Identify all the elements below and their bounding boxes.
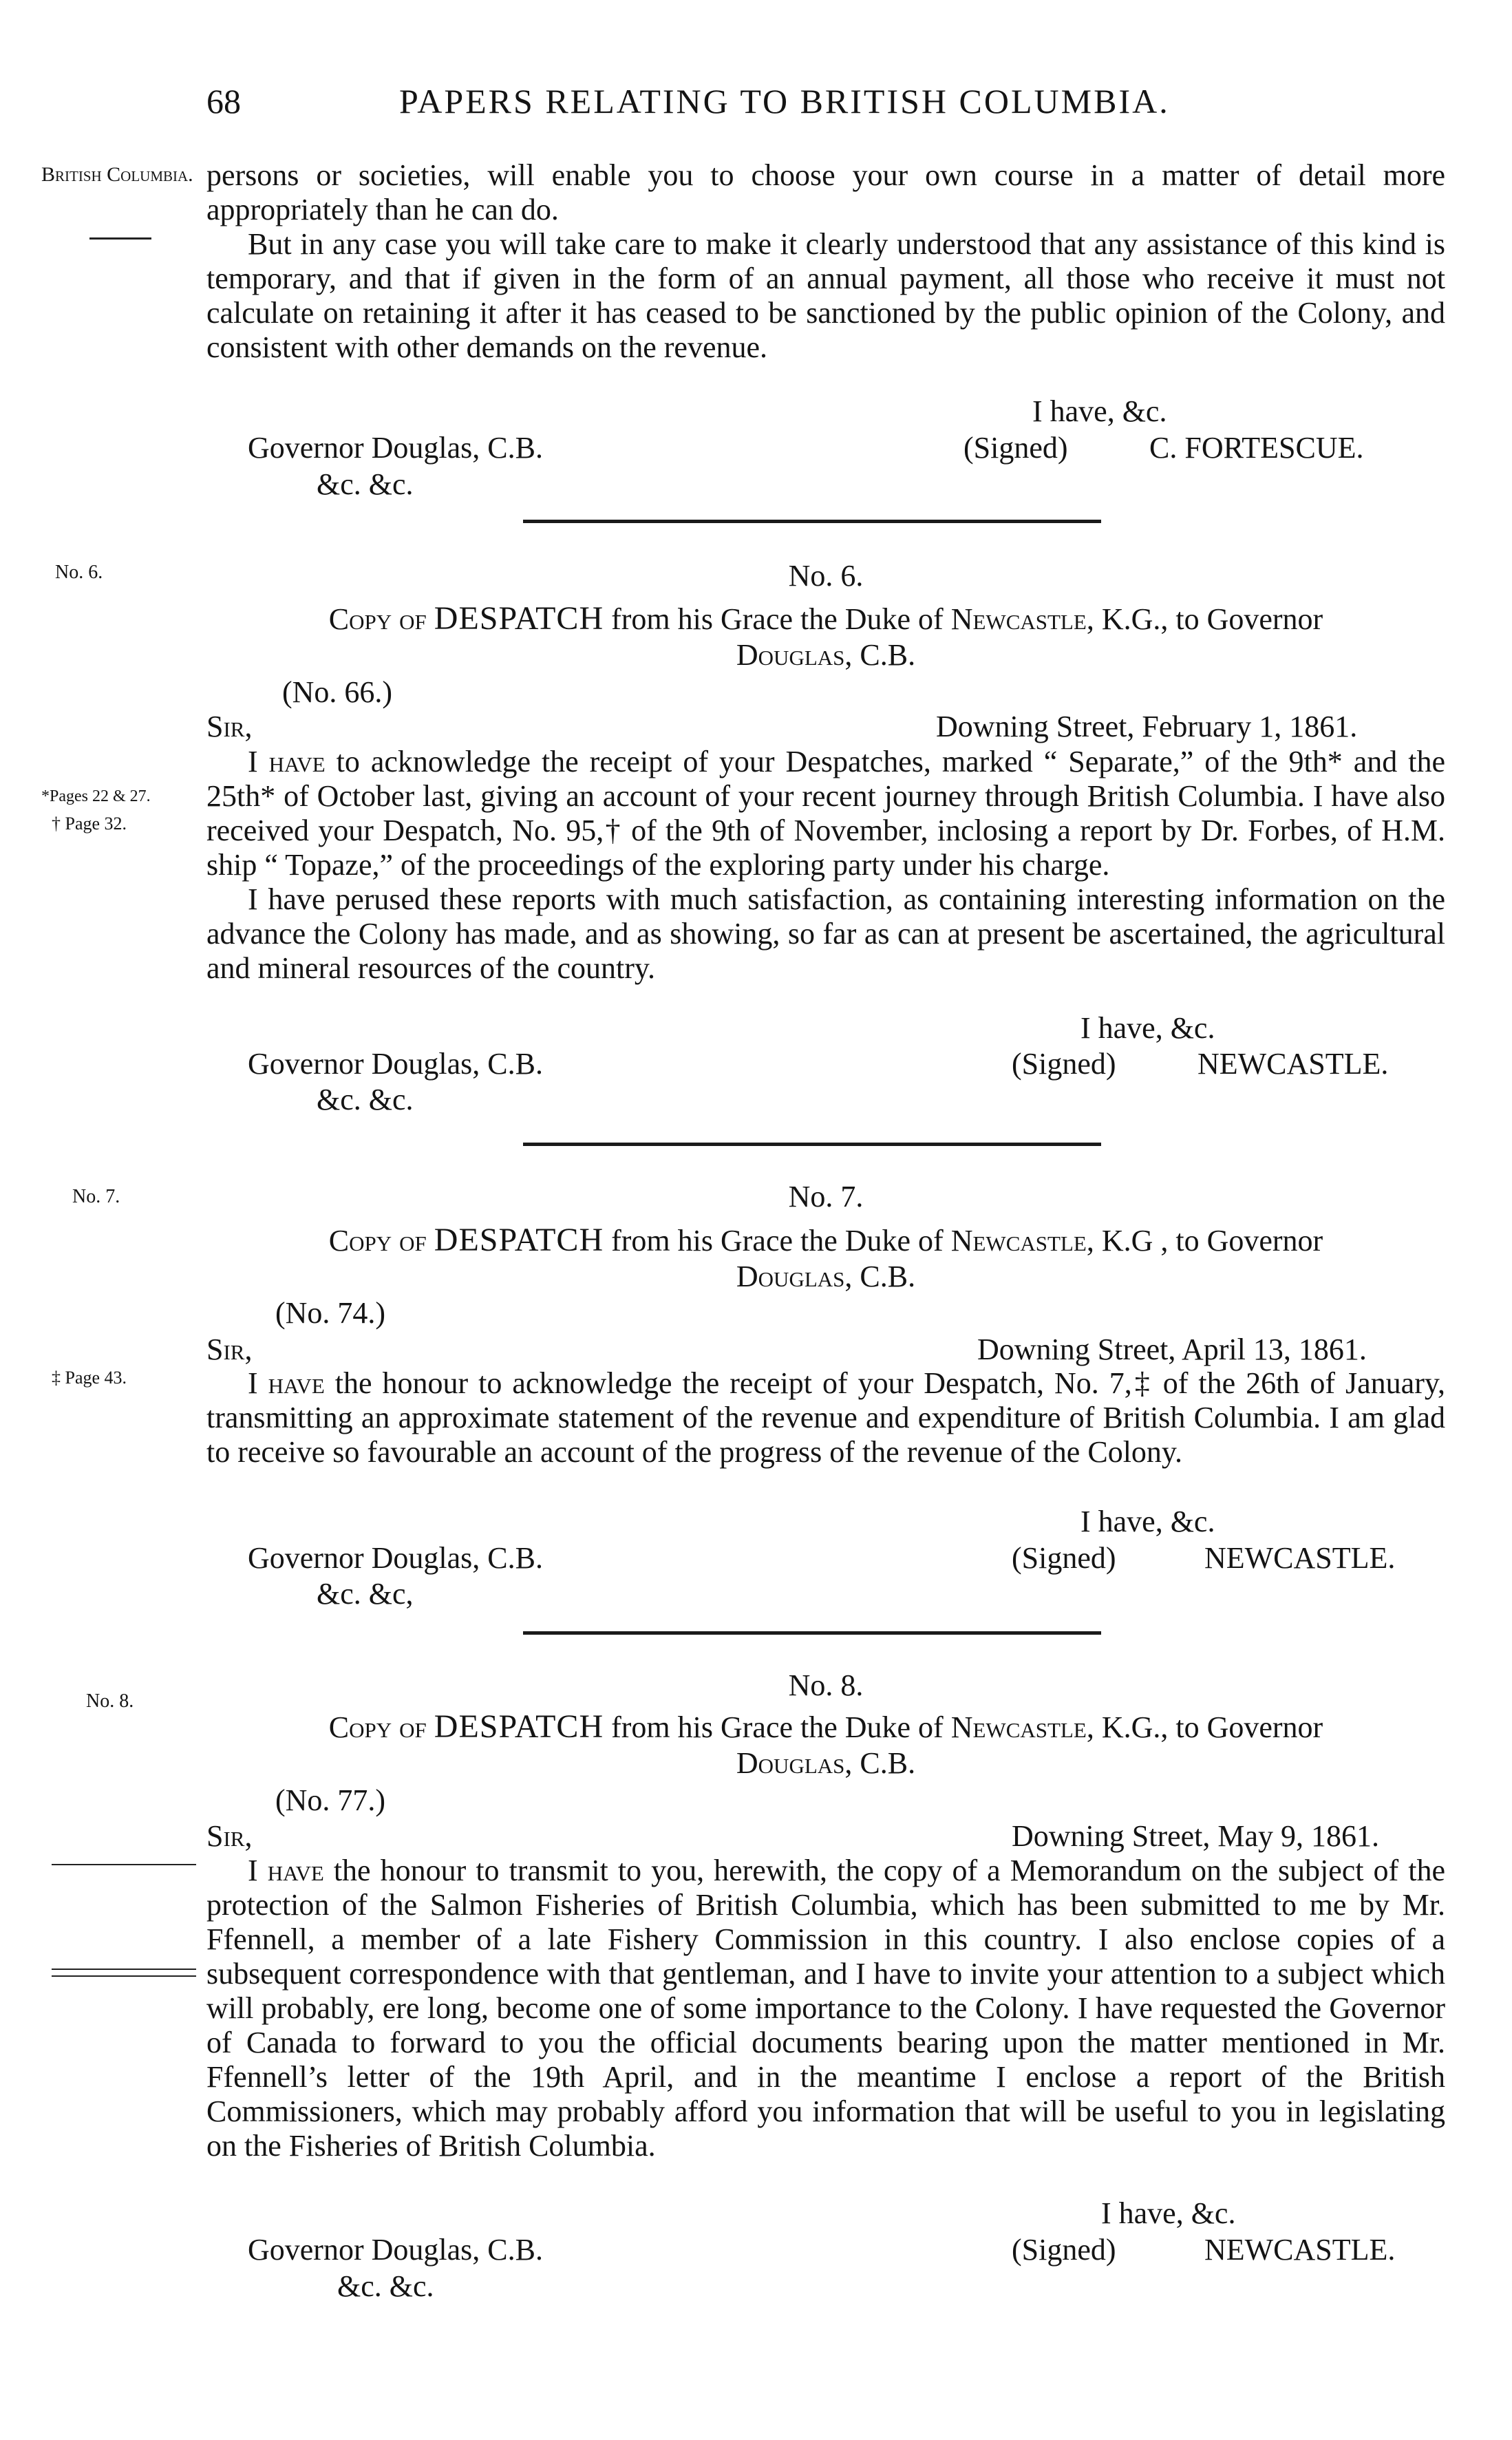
signed-label: (Signed) <box>1012 2233 1116 2267</box>
despatch-number: No. 6. <box>788 559 864 593</box>
closing-row <box>206 1504 1459 1538</box>
margin-page32-note: † Page 32. <box>52 814 127 834</box>
continuation-text <box>206 158 1445 365</box>
signature-row <box>206 1046 1459 1081</box>
paragraph: But in any case you will take care to make it clearly understood that any assistance of this kind is temporary, and that if given in the form of an annual payment, all those who receive it must not calculate on retaining it after it has ceased to be sanctioned by the public opinion of the Colony, and consistent with other demands on the revenue. <box>206 227 1445 364</box>
signed-label: (Signed) <box>963 431 1068 465</box>
running-title: PAPERS RELATING TO BRITISH COLUMBIA. <box>399 82 1170 120</box>
place-date: Downing Street, May 9, 1861. <box>1012 1819 1380 1853</box>
etc: &c. &c. <box>337 2269 434 2303</box>
addressee: Governor Douglas, C.B. <box>248 2233 543 2267</box>
despatch-heading-line2: Douglas, C.B. <box>736 1260 916 1293</box>
despatch-body <box>206 1854 1445 2163</box>
salutation: Sir, <box>206 710 253 743</box>
signer: NEWCASTLE. <box>1197 1047 1389 1081</box>
closing-row <box>206 394 1459 428</box>
closing-row <box>206 2196 1459 2230</box>
signed-label: (Signed) <box>1012 1047 1116 1081</box>
despatch-number: No. 7. <box>788 1180 864 1213</box>
etc-row <box>206 1576 1459 1611</box>
section-rule <box>523 1143 1101 1146</box>
signer: C. FORTESCUE. <box>1149 431 1364 465</box>
closing: I have, &c. <box>1080 1011 1215 1045</box>
margin-rule <box>89 237 151 240</box>
signature-row <box>206 2232 1459 2267</box>
despatch-heading: Copy of DESPATCH from his Grace the Duke of Newcastle, K.G., to Governor <box>328 600 1323 637</box>
page-number: 68 <box>206 82 241 120</box>
etc-row <box>206 2269 1459 2303</box>
paragraph: I have the honour to acknowledge the receipt of your Despatch, No. 7,‡ of the 26th of January, transmitting an approximate statement of the revenue and expenditure of British Columbia. I am glad to receive so favourable an account of the progress of the revenue of the Colony. <box>206 1366 1445 1469</box>
signature-row <box>206 430 1459 465</box>
paragraph: I have perused these reports with much satisfaction, as containing interesting information on the advance the Colony has made, and as showing, so far as can at present be ascertained, the agricultural and mineral resources of the country. <box>206 882 1445 985</box>
etc: &c. &c. <box>317 1083 414 1116</box>
addressee: Governor Douglas, C.B. <box>248 431 543 465</box>
margin-rule <box>52 1975 196 1977</box>
salutation: Sir, <box>206 1819 253 1853</box>
despatch-heading-line2: Douglas, C.B. <box>736 638 916 672</box>
addressee: Governor Douglas, C.B. <box>248 1541 543 1575</box>
place-date: Downing Street, April 13, 1861. <box>977 1333 1367 1366</box>
despatch-ref: (No. 66.) <box>282 675 393 709</box>
etc: &c. &c, <box>317 1577 414 1611</box>
place-date: Downing Street, February 1, 1861. <box>936 710 1358 743</box>
signature-row <box>206 1540 1459 1575</box>
etc: &c. &c. <box>317 467 414 501</box>
despatch-heading: Copy of DESPATCH from his Grace the Duke of Newcastle, K.G., to Governor <box>328 1708 1323 1745</box>
paragraph: persons or societies, will enable you to choose your own course in a matter of detail more appropriately than he can do. <box>206 158 1445 226</box>
etc-row <box>206 1082 1459 1116</box>
signed-label: (Signed) <box>1012 1541 1116 1575</box>
margin-pages-note: *Pages 22 & 27. <box>41 787 151 805</box>
margin-no8: No. 8. <box>86 1690 134 1712</box>
despatch-number: No. 8. <box>788 1668 864 1702</box>
salutation: Sir, <box>206 1333 253 1366</box>
margin-rule <box>52 1969 196 1970</box>
margin-british-columbia: British Columbia. <box>41 163 193 186</box>
signer: NEWCASTLE. <box>1204 1541 1396 1575</box>
paragraph: I have to acknowledge the receipt of your Despatches, marked “ Separate,” of the 9th* and the 25th* of October last, giving an account of your recent journey through British Columbia. I have also received your Despatch, No. 95,† of the 9th of November, inclosing a report by Dr. Forbes, of H.M. ship “ Topaze,” of the proceedings of the exploring party under his charge. <box>206 745 1445 882</box>
margin-no7: No. 7. <box>72 1186 120 1207</box>
etc-row <box>206 467 1459 501</box>
signer: NEWCASTLE. <box>1204 2233 1396 2267</box>
despatch-heading: Copy of DESPATCH from his Grace the Duke of Newcastle, K.G , to Governor <box>328 1222 1323 1258</box>
margin-rule <box>52 1864 196 1865</box>
despatch-ref: (No. 77.) <box>275 1783 386 1817</box>
despatch-heading-line2: Douglas, C.B. <box>736 1746 916 1780</box>
closing: I have, &c. <box>1080 1505 1215 1538</box>
closing: I have, &c. <box>1101 2196 1236 2230</box>
paragraph: I have the honour to transmit to you, herewith, the copy of a Memorandum on the subject of the protection of the Salmon Fisheries of British Columbia, which has been submitted to me by Mr. Ffennell, a member of a late Fishery Commission in this country. I also enclose copies of a subsequent correspondence with that gentleman, and I have to invite your attention to a subject which will probably, ere long, become one of some importance to the Colony. I have requested the Governor of Canada to forward to you the official documents bearing upon the matter mentioned in Mr. Ffennell’s letter of the 19th April, and in the meantime I enclose a report of the British Commissioners, which may probably afford you information that will be useful to you in legislating on the Fisheries of British Columbia. <box>206 1854 1445 2163</box>
despatch-body <box>206 1366 1445 1470</box>
margin-page43-note: ‡ Page 43. <box>52 1368 127 1388</box>
section-rule <box>523 1631 1101 1635</box>
despatch-body <box>206 745 1445 986</box>
closing-row <box>206 1010 1459 1045</box>
margin-no6: No. 6. <box>55 562 103 583</box>
addressee: Governor Douglas, C.B. <box>248 1047 543 1081</box>
section-rule <box>523 520 1101 523</box>
despatch-ref: (No. 74.) <box>275 1296 386 1330</box>
closing: I have, &c. <box>1032 394 1167 428</box>
page-header <box>206 81 1459 136</box>
